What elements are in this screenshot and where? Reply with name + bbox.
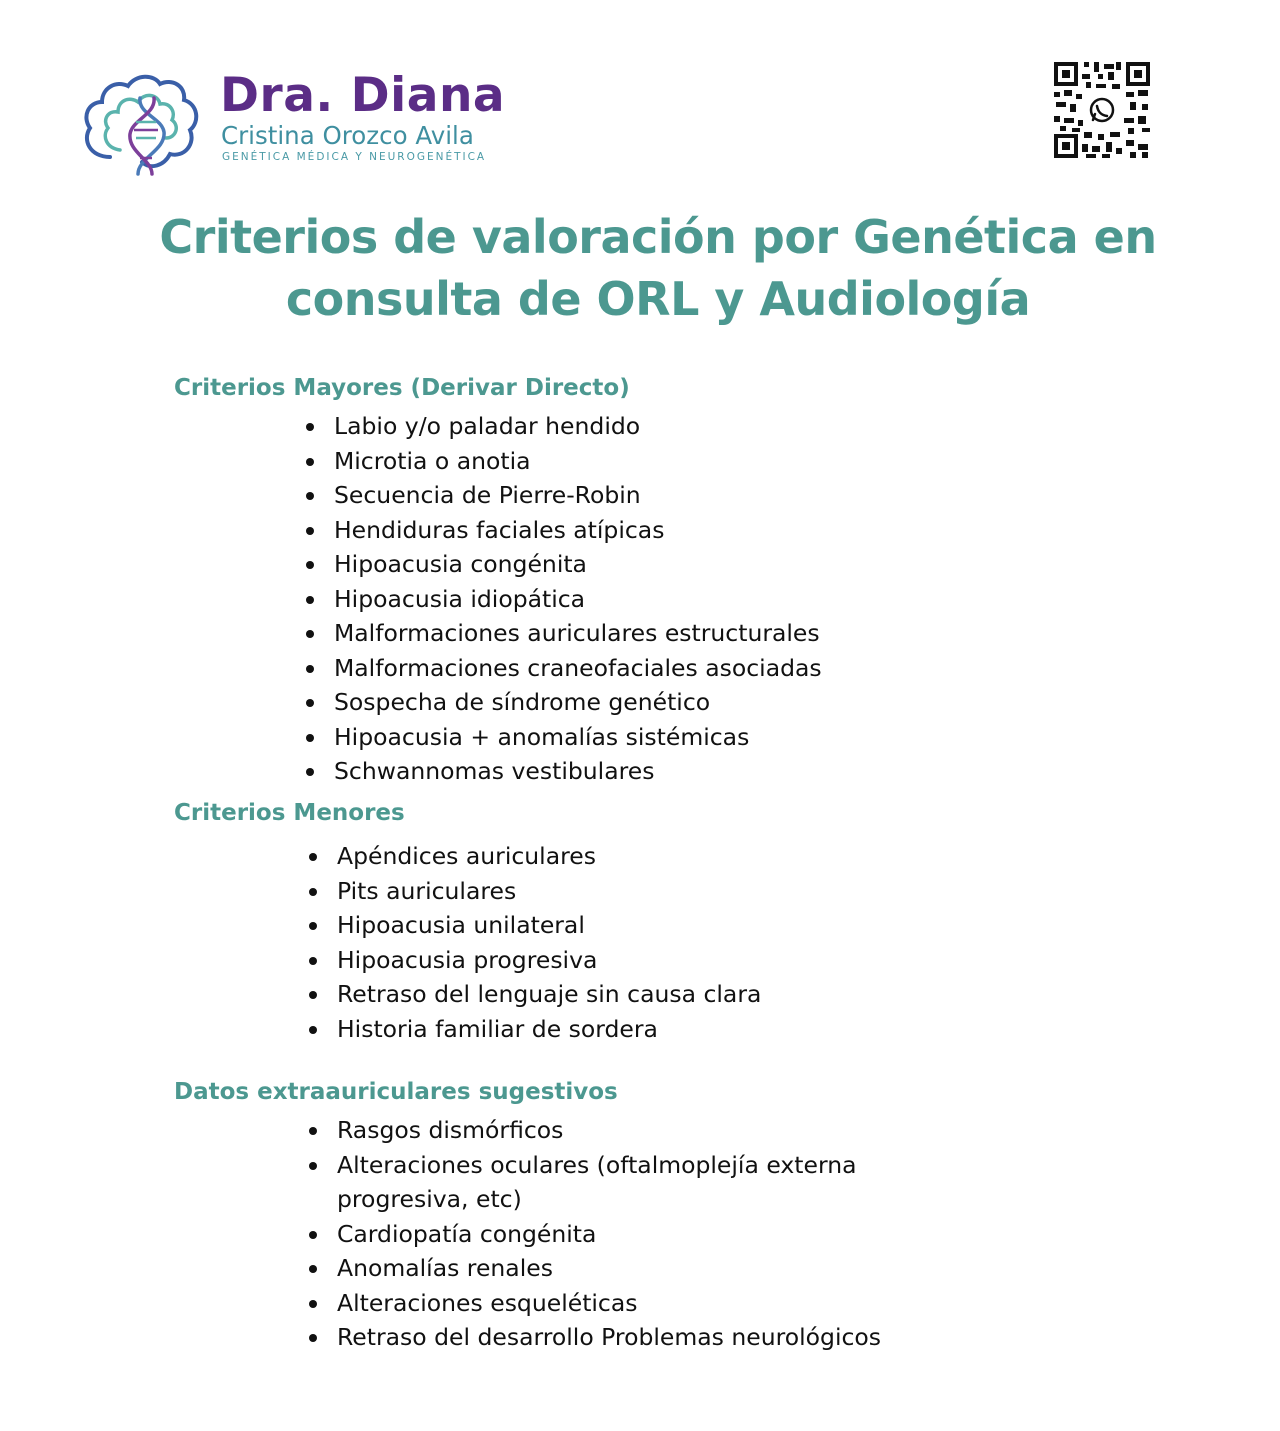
list-item: Retraso del lenguaje sin causa clara [309,977,761,1012]
list-item: Anomalías renales [309,1251,907,1286]
list-item: Hipoacusia idiopática [306,582,822,617]
section-heading-extra-auricular: Datos extraauriculares sugestivos [174,1079,618,1105]
list-item: Alteraciones oculares (oftalmoplejía externa progresiva, etc) [309,1148,907,1217]
list-item: Schwannomas vestibulares [306,754,822,789]
list-item: Microtia o anotia [306,444,822,479]
list-item: Sospecha de síndrome genético [306,685,822,720]
list-item: Hipoacusia + anomalías sistémicas [306,720,822,755]
minor-criteria-list [309,839,761,1046]
section-heading-minor: Criterios Menores [174,800,405,826]
list-item: Cardiopatía congénita [309,1217,907,1252]
list-item: Historia familiar de sordera [309,1012,761,1047]
list-item: Hipoacusia unilateral [309,908,761,943]
extra-auricular-list [309,1113,907,1355]
list-item: Retraso del desarrollo Problemas neurológicos [309,1320,907,1355]
list-item: Hendiduras faciales atípicas [306,513,822,548]
section-heading-major: Criterios Mayores (Derivar Directo) [174,375,630,401]
list-item: Hipoacusia progresiva [309,943,761,978]
brand-name: Dra. Diana [220,68,506,123]
list-item: Malformaciones auriculares estructurales [306,616,822,651]
whatsapp-qr-code-icon[interactable] [1052,60,1152,160]
list-item: Alteraciones esqueléticas [309,1286,907,1321]
brand-subtitle: Cristina Orozco Avila [221,121,474,150]
dna-brain-logo-icon [80,62,210,180]
major-criteria-list [306,409,822,789]
list-item: Rasgos dismórficos [309,1113,907,1148]
list-item: Hipoacusia congénita [306,547,822,582]
document-header [0,0,1280,190]
list-item: Apéndices auriculares [309,839,761,874]
list-item: Secuencia de Pierre-Robin [306,478,822,513]
list-item: Pits auriculares [309,874,761,909]
brand-tagline: GENÉTICA MÉDICA Y NEUROGENÉTICA [222,151,487,163]
list-item: Malformaciones craneofaciales asociadas [306,651,822,686]
brand-logo [80,62,506,182]
document-title: Criterios de valoración por Genética en consulta de ORL y Audiología [159,210,1157,326]
list-item: Labio y/o paladar hendido [306,409,822,444]
